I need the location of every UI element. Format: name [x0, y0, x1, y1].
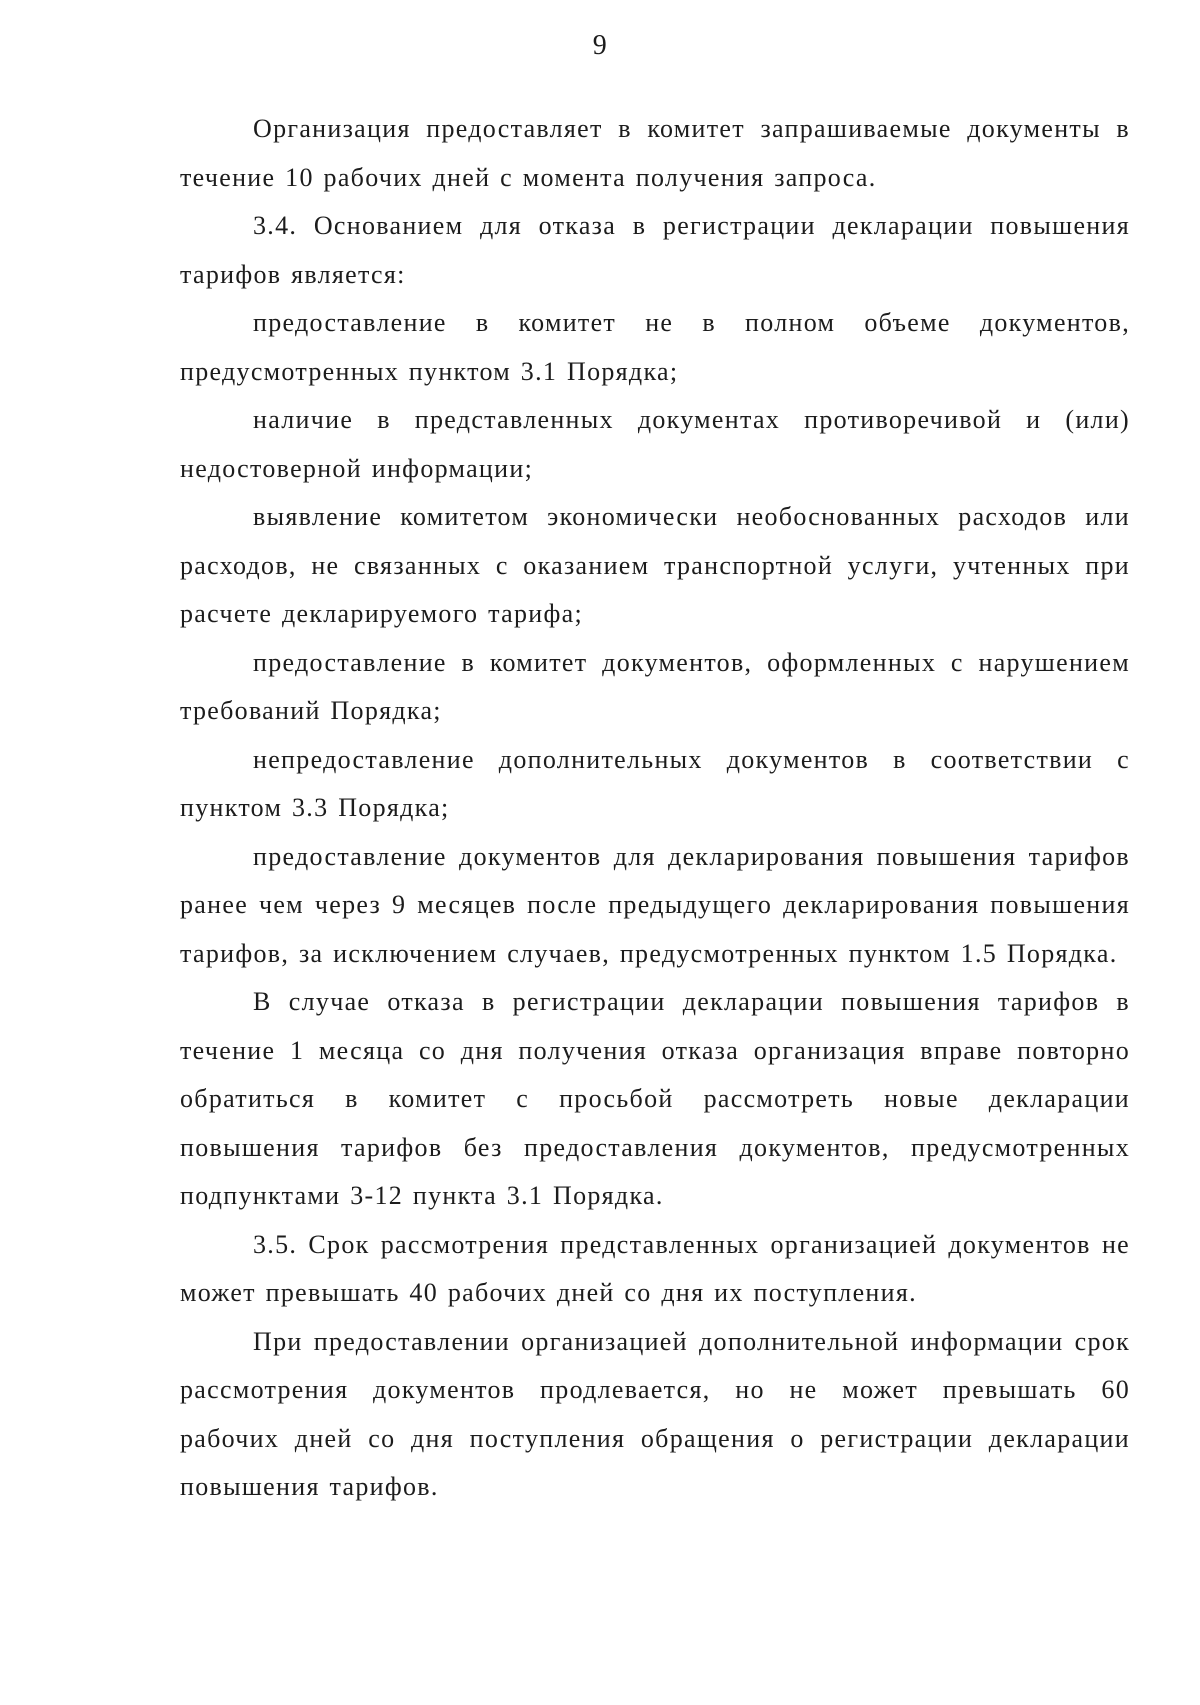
paragraph-contradictory-information: наличие в представленных документах противоречивой и (или) недостоверной информации;	[180, 405, 1130, 483]
paragraph-improper-documents: предоставление в комитет документов, оформленных с нарушением требований Порядка;	[180, 647, 1130, 725]
paragraph-documents-deadline: Организация предоставляет в комитет запрашиваемые документы в течение 10 рабочих дней с момента получения запроса.	[180, 114, 1130, 192]
document-body	[180, 105, 1130, 1512]
page-number: 9	[592, 30, 608, 61]
paragraph-repeat-application: В случае отказа в регистрации декларации повышения тарифов в течение 1 месяца со дня получения отказа организация вправе повторно обратиться в комитет с просьбой рассмотреть новые декларации повышения тарифов без предоставления документов, предусмотренных подпунктами 3-12 пункта 3.1 Порядка.	[180, 987, 1130, 1210]
paragraph-missing-additional-documents: непредоставление дополнительных документов в соответствии с пунктом 3.3 Порядка;	[180, 744, 1130, 822]
paragraph-3-5-review-period: 3.5. Срок рассмотрения представленных организацией документов не может превышать 40 рабочих дней со дня их поступления.	[180, 1229, 1130, 1307]
paragraph-3-4-refusal-grounds: 3.4. Основанием для отказа в регистрации декларации повышения тарифов является:	[180, 211, 1130, 289]
paragraph-unjustified-expenses: выявление комитетом экономически необоснованных расходов или расходов, не связанных с оказанием транспортной услуги, учтенных при расчете декларируемого тарифа;	[180, 502, 1130, 628]
paragraph-extended-review-period: При предоставлении организацией дополнительной информации срок рассмотрения документов продлевается, но не может превышать 60 рабочих дней со дня поступления обращения о регистрации декларации повышения тарифов.	[180, 1326, 1130, 1501]
paragraph-incomplete-documents: предоставление в комитет не в полном объеме документов, предусмотренных пунктом 3.1 Порядка;	[180, 308, 1130, 386]
paragraph-early-declaration: предоставление документов для декларирования повышения тарифов ранее чем через 9 месяцев после предыдущего декларирования повышения тарифов, за исключением случаев, предусмотренных пунктом 1.5 Порядка.	[180, 841, 1130, 968]
